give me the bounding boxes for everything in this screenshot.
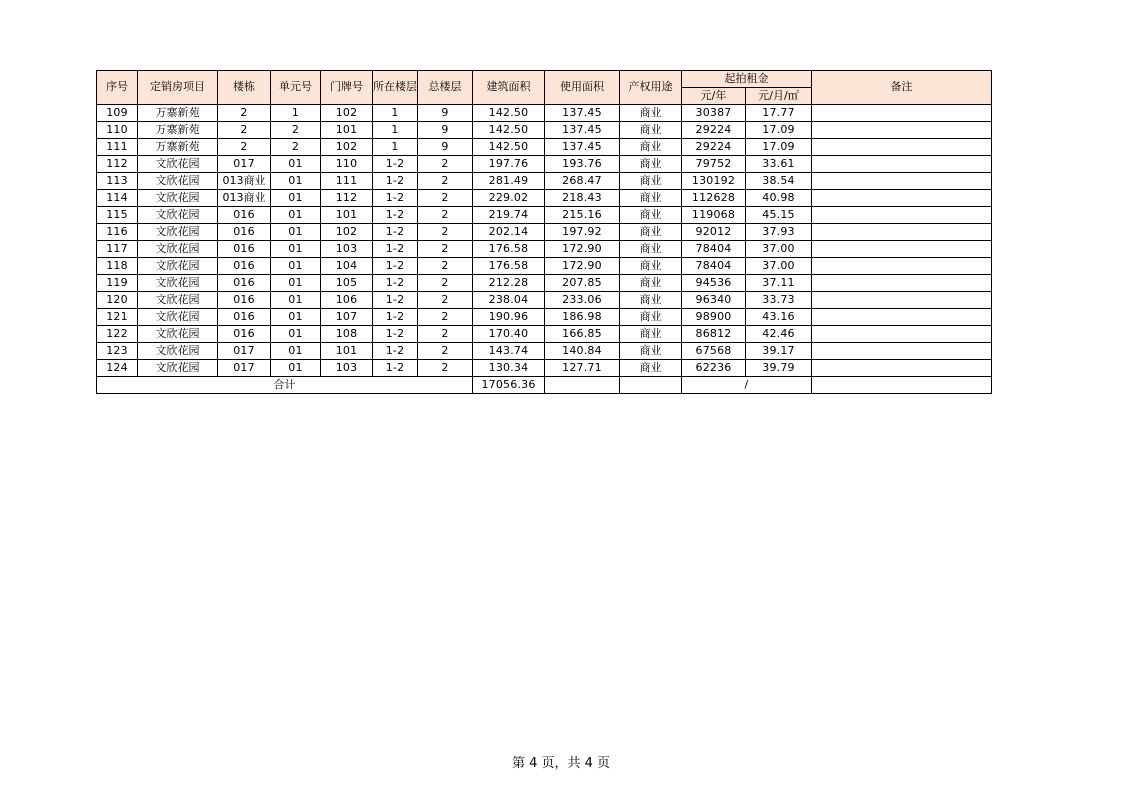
cell-usage: 商业	[620, 105, 682, 122]
table-row	[97, 292, 992, 309]
cell-build-area: 190.96	[473, 309, 545, 326]
cell-door: 104	[321, 258, 373, 275]
cell-use-area: 233.06	[545, 292, 620, 309]
cell-project: 文欣花园	[138, 173, 218, 190]
cell-total-build-area: 17056.36	[473, 377, 545, 394]
cell-usage: 商业	[620, 190, 682, 207]
total-row	[97, 377, 992, 394]
cell-total-floor: 2	[418, 258, 473, 275]
cell-seq: 124	[97, 360, 138, 377]
cell-use-area: 140.84	[545, 343, 620, 360]
cell-rent-year: 92012	[682, 224, 746, 241]
cell-total-rent: /	[682, 377, 812, 394]
cell-door: 102	[321, 105, 373, 122]
cell-rent-year: 79752	[682, 156, 746, 173]
table-row	[97, 173, 992, 190]
cell-use-area: 166.85	[545, 326, 620, 343]
cell-use-area: 172.90	[545, 241, 620, 258]
cell-building: 016	[218, 258, 271, 275]
cell-door: 102	[321, 139, 373, 156]
cell-unit: 1	[271, 105, 321, 122]
cell-rent-year: 119068	[682, 207, 746, 224]
cell-build-area: 142.50	[473, 139, 545, 156]
cell-unit: 01	[271, 207, 321, 224]
cell-door: 103	[321, 241, 373, 258]
cell-unit: 01	[271, 156, 321, 173]
cell-door: 102	[321, 224, 373, 241]
cell-project: 文欣花园	[138, 258, 218, 275]
cell-floor: 1	[373, 105, 418, 122]
cell-remark	[812, 309, 992, 326]
table-row	[97, 190, 992, 207]
cell-build-area: 176.58	[473, 241, 545, 258]
property-listing-table	[96, 70, 992, 394]
cell-unit: 01	[271, 309, 321, 326]
cell-remark	[812, 258, 992, 275]
page-footer	[0, 752, 1122, 771]
cell-build-area: 219.74	[473, 207, 545, 224]
table-header	[97, 71, 992, 105]
th-usage: 产权用途	[620, 71, 682, 105]
cell-seq: 120	[97, 292, 138, 309]
cell-seq: 113	[97, 173, 138, 190]
cell-seq: 116	[97, 224, 138, 241]
cell-remark	[812, 292, 992, 309]
cell-build-area: 142.50	[473, 122, 545, 139]
cell-remark	[812, 122, 992, 139]
cell-use-area: 127.71	[545, 360, 620, 377]
cell-unit: 2	[271, 139, 321, 156]
cell-rent-month: 39.79	[746, 360, 812, 377]
cell-total-floor: 9	[418, 139, 473, 156]
cell-seq: 122	[97, 326, 138, 343]
table-row	[97, 275, 992, 292]
cell-rent-year: 86812	[682, 326, 746, 343]
cell-floor: 1-2	[373, 190, 418, 207]
table-row	[97, 241, 992, 258]
cell-project: 万寨新苑	[138, 139, 218, 156]
cell-floor: 1-2	[373, 207, 418, 224]
cell-floor: 1	[373, 122, 418, 139]
cell-floor: 1-2	[373, 224, 418, 241]
cell-door: 110	[321, 156, 373, 173]
th-building: 楼栋	[218, 71, 271, 105]
cell-total-floor: 2	[418, 275, 473, 292]
th-rent-group: 起拍租金	[682, 71, 812, 88]
cell-project: 文欣花园	[138, 292, 218, 309]
cell-total-floor: 2	[418, 173, 473, 190]
cell-unit: 01	[271, 241, 321, 258]
cell-remark	[812, 105, 992, 122]
table-row	[97, 207, 992, 224]
cell-use-area: 137.45	[545, 122, 620, 139]
cell-seq: 110	[97, 122, 138, 139]
cell-unit: 01	[271, 292, 321, 309]
cell-rent-year: 98900	[682, 309, 746, 326]
th-total-floor: 总楼层	[418, 71, 473, 105]
cell-total-floor: 9	[418, 105, 473, 122]
cell-remark	[812, 326, 992, 343]
cell-seq: 111	[97, 139, 138, 156]
cell-unit: 01	[271, 275, 321, 292]
cell-seq: 109	[97, 105, 138, 122]
th-use-area: 使用面积	[545, 71, 620, 105]
cell-rent-month: 39.17	[746, 343, 812, 360]
cell-use-area: 186.98	[545, 309, 620, 326]
cell-build-area: 281.49	[473, 173, 545, 190]
cell-door: 103	[321, 360, 373, 377]
cell-total-floor: 2	[418, 241, 473, 258]
cell-use-area: 137.45	[545, 105, 620, 122]
cell-build-area: 202.14	[473, 224, 545, 241]
cell-usage: 商业	[620, 173, 682, 190]
cell-seq: 117	[97, 241, 138, 258]
th-remark: 备注	[812, 71, 992, 105]
cell-building: 2	[218, 139, 271, 156]
cell-remark	[812, 343, 992, 360]
cell-building: 013商业	[218, 173, 271, 190]
cell-rent-month: 37.00	[746, 241, 812, 258]
cell-use-area: 215.16	[545, 207, 620, 224]
table-row	[97, 309, 992, 326]
cell-build-area: 176.58	[473, 258, 545, 275]
cell-usage: 商业	[620, 258, 682, 275]
cell-remark	[812, 224, 992, 241]
cell-seq: 118	[97, 258, 138, 275]
cell-floor: 1-2	[373, 275, 418, 292]
cell-seq: 121	[97, 309, 138, 326]
cell-usage: 商业	[620, 343, 682, 360]
cell-building: 016	[218, 224, 271, 241]
cell-rent-year: 112628	[682, 190, 746, 207]
cell-rent-year: 78404	[682, 241, 746, 258]
cell-remark	[812, 139, 992, 156]
cell-usage: 商业	[620, 309, 682, 326]
cell-use-area: 218.43	[545, 190, 620, 207]
th-floor: 所在楼层	[373, 71, 418, 105]
cell-unit: 01	[271, 190, 321, 207]
table-row	[97, 224, 992, 241]
cell-building: 016	[218, 275, 271, 292]
cell-rent-month: 37.00	[746, 258, 812, 275]
cell-seq: 123	[97, 343, 138, 360]
cell-remark	[812, 190, 992, 207]
cell-total-floor: 2	[418, 343, 473, 360]
cell-unit: 2	[271, 122, 321, 139]
cell-total-floor: 9	[418, 122, 473, 139]
cell-build-area: 170.40	[473, 326, 545, 343]
cell-rent-year: 94536	[682, 275, 746, 292]
th-rent-month: 元/月/㎡	[746, 88, 812, 105]
cell-door: 106	[321, 292, 373, 309]
cell-seq: 115	[97, 207, 138, 224]
th-unit: 单元号	[271, 71, 321, 105]
table-row	[97, 105, 992, 122]
cell-remark	[812, 207, 992, 224]
cell-total-floor: 2	[418, 224, 473, 241]
cell-door: 101	[321, 207, 373, 224]
cell-total-floor: 2	[418, 190, 473, 207]
cell-total-remark	[812, 377, 992, 394]
th-build-area: 建筑面积	[473, 71, 545, 105]
cell-total-use-area	[545, 377, 620, 394]
cell-rent-month: 45.15	[746, 207, 812, 224]
cell-total-floor: 2	[418, 326, 473, 343]
cell-project: 文欣花园	[138, 190, 218, 207]
cell-door: 112	[321, 190, 373, 207]
cell-building: 2	[218, 105, 271, 122]
cell-build-area: 197.76	[473, 156, 545, 173]
table-row	[97, 122, 992, 139]
cell-project: 文欣花园	[138, 224, 218, 241]
cell-rent-month: 43.16	[746, 309, 812, 326]
cell-remark	[812, 275, 992, 292]
cell-seq: 112	[97, 156, 138, 173]
cell-floor: 1-2	[373, 292, 418, 309]
cell-remark	[812, 173, 992, 190]
cell-build-area: 229.02	[473, 190, 545, 207]
cell-usage: 商业	[620, 292, 682, 309]
th-seq: 序号	[97, 71, 138, 105]
cell-building: 2	[218, 122, 271, 139]
cell-total-floor: 2	[418, 156, 473, 173]
cell-rent-year: 67568	[682, 343, 746, 360]
page-number-text: 第 4 页，共 4 页	[511, 756, 611, 771]
cell-floor: 1-2	[373, 241, 418, 258]
cell-rent-month: 17.77	[746, 105, 812, 122]
cell-rent-month: 37.93	[746, 224, 812, 241]
table-body	[97, 105, 992, 394]
cell-build-area: 238.04	[473, 292, 545, 309]
table-row	[97, 139, 992, 156]
cell-remark	[812, 156, 992, 173]
cell-usage: 商业	[620, 122, 682, 139]
cell-rent-month: 17.09	[746, 139, 812, 156]
cell-floor: 1	[373, 139, 418, 156]
cell-building: 017	[218, 360, 271, 377]
cell-total-floor: 2	[418, 207, 473, 224]
cell-door: 108	[321, 326, 373, 343]
table-row	[97, 343, 992, 360]
cell-building: 016	[218, 309, 271, 326]
cell-usage: 商业	[620, 326, 682, 343]
cell-building: 017	[218, 156, 271, 173]
cell-seq: 114	[97, 190, 138, 207]
cell-build-area: 212.28	[473, 275, 545, 292]
cell-project: 文欣花园	[138, 309, 218, 326]
cell-total-floor: 2	[418, 360, 473, 377]
cell-project: 文欣花园	[138, 207, 218, 224]
cell-usage: 商业	[620, 224, 682, 241]
cell-use-area: 193.76	[545, 156, 620, 173]
cell-building: 016	[218, 326, 271, 343]
cell-door: 111	[321, 173, 373, 190]
cell-building: 016	[218, 207, 271, 224]
cell-usage: 商业	[620, 139, 682, 156]
cell-rent-month: 33.73	[746, 292, 812, 309]
th-door: 门牌号	[321, 71, 373, 105]
property-table-container	[96, 70, 992, 394]
cell-floor: 1-2	[373, 360, 418, 377]
th-project: 定销房项目	[138, 71, 218, 105]
cell-floor: 1-2	[373, 156, 418, 173]
table-row	[97, 326, 992, 343]
cell-rent-year: 29224	[682, 139, 746, 156]
cell-build-area: 142.50	[473, 105, 545, 122]
cell-floor: 1-2	[373, 173, 418, 190]
cell-rent-month: 33.61	[746, 156, 812, 173]
cell-rent-year: 96340	[682, 292, 746, 309]
cell-use-area: 268.47	[545, 173, 620, 190]
table-row	[97, 360, 992, 377]
cell-project: 万寨新苑	[138, 122, 218, 139]
cell-floor: 1-2	[373, 258, 418, 275]
cell-rent-year: 130192	[682, 173, 746, 190]
cell-rent-month: 17.09	[746, 122, 812, 139]
cell-unit: 01	[271, 326, 321, 343]
cell-usage: 商业	[620, 207, 682, 224]
cell-door: 105	[321, 275, 373, 292]
cell-rent-month: 38.54	[746, 173, 812, 190]
cell-rent-year: 30387	[682, 105, 746, 122]
table-row	[97, 156, 992, 173]
cell-usage: 商业	[620, 156, 682, 173]
cell-total-label: 合计	[97, 377, 473, 394]
cell-unit: 01	[271, 360, 321, 377]
cell-usage: 商业	[620, 241, 682, 258]
cell-remark	[812, 241, 992, 258]
cell-unit: 01	[271, 343, 321, 360]
cell-unit: 01	[271, 224, 321, 241]
cell-use-area: 207.85	[545, 275, 620, 292]
cell-building: 016	[218, 292, 271, 309]
cell-use-area: 197.92	[545, 224, 620, 241]
cell-project: 文欣花园	[138, 343, 218, 360]
cell-use-area: 137.45	[545, 139, 620, 156]
cell-rent-month: 42.46	[746, 326, 812, 343]
cell-rent-month: 40.98	[746, 190, 812, 207]
cell-unit: 01	[271, 258, 321, 275]
cell-door: 101	[321, 122, 373, 139]
cell-project: 文欣花园	[138, 156, 218, 173]
cell-building: 017	[218, 343, 271, 360]
cell-build-area: 130.34	[473, 360, 545, 377]
cell-rent-year: 78404	[682, 258, 746, 275]
cell-total-floor: 2	[418, 292, 473, 309]
cell-remark	[812, 360, 992, 377]
table-row	[97, 258, 992, 275]
cell-unit: 01	[271, 173, 321, 190]
cell-floor: 1-2	[373, 343, 418, 360]
cell-project: 文欣花园	[138, 326, 218, 343]
cell-building: 016	[218, 241, 271, 258]
cell-seq: 119	[97, 275, 138, 292]
cell-project: 文欣花园	[138, 275, 218, 292]
cell-total-floor: 2	[418, 309, 473, 326]
cell-rent-year: 62236	[682, 360, 746, 377]
cell-door: 107	[321, 309, 373, 326]
cell-project: 文欣花园	[138, 360, 218, 377]
cell-use-area: 172.90	[545, 258, 620, 275]
cell-build-area: 143.74	[473, 343, 545, 360]
cell-floor: 1-2	[373, 309, 418, 326]
header-row-1	[97, 71, 992, 88]
cell-door: 101	[321, 343, 373, 360]
cell-building: 013商业	[218, 190, 271, 207]
th-rent-year: 元/年	[682, 88, 746, 105]
cell-usage: 商业	[620, 275, 682, 292]
cell-total-usage	[620, 377, 682, 394]
cell-project: 文欣花园	[138, 241, 218, 258]
cell-usage: 商业	[620, 360, 682, 377]
cell-rent-year: 29224	[682, 122, 746, 139]
cell-rent-month: 37.11	[746, 275, 812, 292]
cell-floor: 1-2	[373, 326, 418, 343]
cell-project: 万寨新苑	[138, 105, 218, 122]
